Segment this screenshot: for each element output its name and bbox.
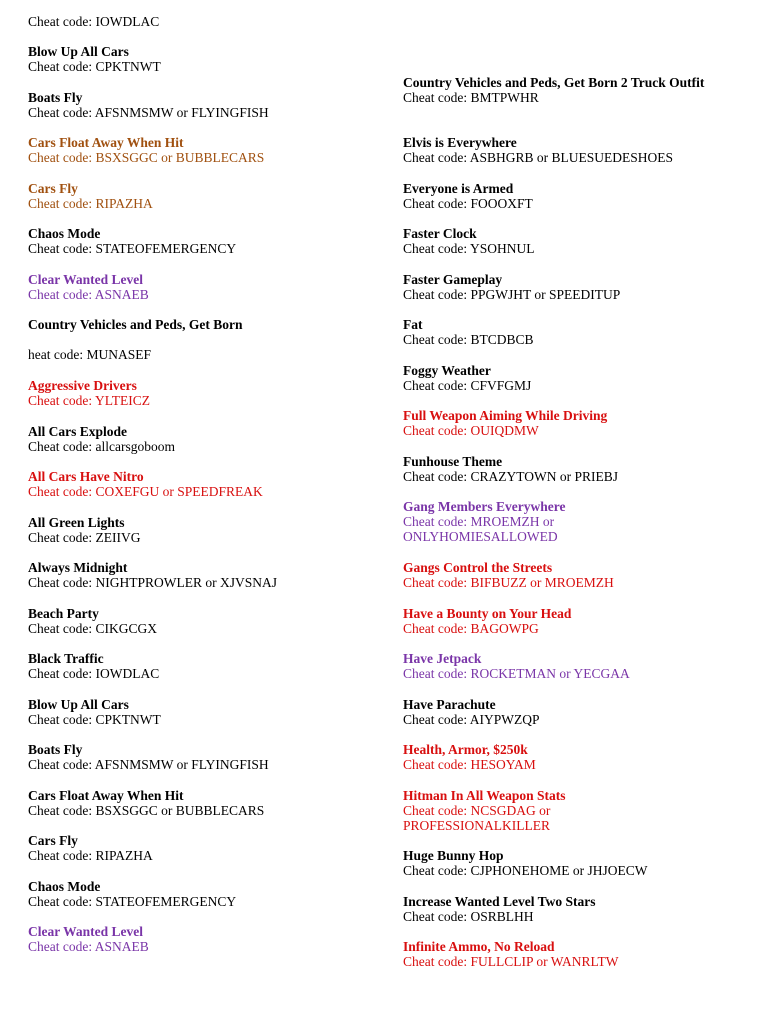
- cheat-code: Cheat code: CJPHONEHOME or JHJOECW: [403, 863, 648, 878]
- cheat-title: Aggressive Drivers: [28, 378, 137, 393]
- cheat-title: Faster Gameplay: [403, 272, 503, 287]
- cheat-code: Cheat code: OSRBLHH: [403, 909, 534, 924]
- cheat-code: Cheat code: RIPAZHA: [28, 848, 153, 863]
- cheat-entry-country-vehicles-and-peds-get-born: [28, 317, 388, 332]
- cheat-code: Cheat code: OUIQDMW: [403, 423, 539, 438]
- cheat-entry-foggy-weather: [403, 363, 748, 393]
- cheat-title: Fat: [403, 317, 423, 332]
- cheat-code: Cheat code: CPKTNWT: [28, 59, 161, 74]
- cheat-title: Chaos Mode: [28, 226, 101, 241]
- cheat-code: Cheat code: COXEFGU or SPEEDFREAK: [28, 484, 263, 499]
- cheat-entry-full-weapon-aiming-while-driving: [403, 408, 748, 438]
- cheat-code: Cheat code: HESOYAM: [403, 757, 536, 772]
- cheat-entry-clear-wanted-level: [28, 924, 388, 954]
- cheat-entry-cars-float-away-when-hit: [28, 135, 388, 165]
- cheat-code: Cheat code: BIFBUZZ or MROEMZH: [403, 575, 614, 590]
- cheat-title: Faster Clock: [403, 226, 477, 241]
- cheat-code: Cheat code: CPKTNWT: [28, 712, 161, 727]
- cheat-entry-cars-fly: [28, 833, 388, 863]
- cheat-title: Country Vehicles and Peds, Get Born: [28, 317, 243, 332]
- cheat-code: Cheat code: YSOHNUL: [403, 241, 535, 256]
- cheat-code-continued: ONLYHOMIESALLOWED: [403, 529, 558, 544]
- cheat-code: Cheat code: ASBHGRB or BLUESUEDESHOES: [403, 150, 673, 165]
- cheat-title: Funhouse Theme: [403, 454, 503, 469]
- cheat-entry-boats-fly: [28, 742, 388, 772]
- cheat-code: Cheat code: IOWDLAC: [28, 666, 160, 681]
- cheat-entry-heat-code-munasef: [28, 347, 388, 362]
- cheat-code: Cheat code: CFVFGMJ: [403, 378, 532, 393]
- cheat-title: Boats Fly: [28, 742, 83, 757]
- cheat-entry-black-traffic: [28, 651, 388, 681]
- cheat-title: Gang Members Everywhere: [403, 499, 566, 514]
- cheat-entry-always-midnight: [28, 560, 388, 590]
- cheat-entry-hitman-in-all-weapon-stats: [403, 788, 748, 833]
- cheat-title: Clear Wanted Level: [28, 272, 143, 287]
- cheat-title: Blow Up All Cars: [28, 697, 129, 712]
- cheat-title: Cars Float Away When Hit: [28, 135, 184, 150]
- cheat-entry-all-cars-explode: [28, 424, 388, 454]
- cheat-entry-everyone-is-armed: [403, 181, 748, 211]
- cheat-title: Cars Float Away When Hit: [28, 788, 184, 803]
- cheat-code: Cheat code: BSXSGGC or BUBBLECARS: [28, 803, 265, 818]
- cheat-title: Everyone is Armed: [403, 181, 514, 196]
- cheat-title: Cars Fly: [28, 833, 78, 848]
- cheat-code: Cheat code: BTCDBCB: [403, 332, 534, 347]
- cheat-entry-country-vehicles-and-peds-get-born-2-truck-outfit: [403, 75, 748, 105]
- cheat-title: Foggy Weather: [403, 363, 491, 378]
- cheat-title: Chaos Mode: [28, 879, 101, 894]
- cheat-title: Black Traffic: [28, 651, 104, 666]
- cheat-entry-infinite-ammo-no-reload: [403, 939, 748, 969]
- cheat-entry-cheat-code-iowdlac: [28, 14, 388, 29]
- cheat-code: Cheat code: BAGOWPG: [403, 621, 539, 636]
- cheat-code: Cheat code: CIKGCGX: [28, 621, 157, 636]
- cheat-title: Infinite Ammo, No Reload: [403, 939, 555, 954]
- cheat-entry-beach-party: [28, 606, 388, 636]
- cheat-code-continued: PROFESSIONALKILLER: [403, 818, 551, 833]
- cheat-entry-chaos-mode: [28, 226, 388, 256]
- cheat-title: Full Weapon Aiming While Driving: [403, 408, 608, 423]
- cheat-code: heat code: MUNASEF: [28, 347, 151, 362]
- cheat-code: Cheat code: BMTPWHR: [403, 90, 539, 105]
- cheat-code: Cheat code: ZEIIVG: [28, 530, 141, 545]
- cheat-entry-gangs-control-the-streets: [403, 560, 748, 590]
- cheat-entry-faster-gameplay: [403, 272, 748, 302]
- cheat-title: Increase Wanted Level Two Stars: [403, 894, 596, 909]
- cheat-code: Cheat code: FOOOXFT: [403, 196, 533, 211]
- cheat-title: All Green Lights: [28, 515, 125, 530]
- cheat-code: Cheat code: YLTEICZ: [28, 393, 150, 408]
- cheat-title: Boats Fly: [28, 90, 83, 105]
- cheat-code: Cheat code: STATEOFEMERGENCY: [28, 241, 237, 256]
- cheat-entry-huge-bunny-hop: [403, 848, 748, 878]
- cheat-entry-have-jetpack: [403, 651, 748, 681]
- cheat-title: Country Vehicles and Peds, Get Born 2 Truck Outfit: [403, 75, 705, 90]
- cheat-entry-boats-fly: [28, 90, 388, 120]
- cheat-entry-elvis-is-everywhere: [403, 135, 748, 165]
- cheat-title: Clear Wanted Level: [28, 924, 143, 939]
- cheat-title: Elvis is Everywhere: [403, 135, 517, 150]
- cheat-entry-clear-wanted-level: [28, 272, 388, 302]
- cheat-entry-blow-up-all-cars: [28, 697, 388, 727]
- cheat-title: All Cars Have Nitro: [28, 469, 144, 484]
- cheat-entry-aggressive-drivers: [28, 378, 388, 408]
- cheat-entry-gang-members-everywhere: [403, 499, 748, 544]
- cheat-code: Cheat code: PPGWJHT or SPEEDITUP: [403, 287, 621, 302]
- cheat-title: Huge Bunny Hop: [403, 848, 504, 863]
- cheat-title: Gangs Control the Streets: [403, 560, 553, 575]
- cheat-code: Cheat code: ASNAEB: [28, 287, 149, 302]
- cheat-title: Have a Bounty on Your Head: [403, 606, 572, 621]
- cheat-entry-have-parachute: [403, 697, 748, 727]
- cheat-entry-chaos-mode: [28, 879, 388, 909]
- cheat-code: Cheat code: AIYPWZQP: [403, 712, 540, 727]
- cheat-code: Cheat code: STATEOFEMERGENCY: [28, 894, 237, 909]
- cheat-title: All Cars Explode: [28, 424, 128, 439]
- cheat-title: Always Midnight: [28, 560, 128, 575]
- cheat-title: Blow Up All Cars: [28, 44, 129, 59]
- cheat-code: Cheat code: RIPAZHA: [28, 196, 153, 211]
- cheat-title: Have Parachute: [403, 697, 496, 712]
- cheat-code: Cheat code: CRAZYTOWN or PRIEBJ: [403, 469, 618, 484]
- cheat-entry-cars-fly: [28, 181, 388, 211]
- cheat-code: Cheat code: AFSNMSMW or FLYINGFISH: [28, 757, 269, 772]
- cheat-code: Cheat code: allcarsgoboom: [28, 439, 175, 454]
- cheat-code: Cheat code: FULLCLIP or WANRLTW: [403, 954, 619, 969]
- cheat-code: Cheat code: IOWDLAC: [28, 14, 160, 29]
- cheat-code: Cheat code: ASNAEB: [28, 939, 149, 954]
- cheat-code: Cheat code: NIGHTPROWLER or XJVSNAJ: [28, 575, 277, 590]
- cheat-entry-have-a-bounty-on-your-head: [403, 606, 748, 636]
- cheat-entry-health-armor-250k: [403, 742, 748, 772]
- cheat-title: Health, Armor, $250k: [403, 742, 528, 757]
- cheat-entry-faster-clock: [403, 226, 748, 256]
- cheat-code: Cheat code: BSXSGGC or BUBBLECARS: [28, 150, 265, 165]
- cheat-entry-fat: [403, 317, 748, 347]
- cheat-entry-all-green-lights: [28, 515, 388, 545]
- cheat-title: Beach Party: [28, 606, 99, 621]
- cheat-code: Cheat code: MROEMZH or: [403, 514, 555, 529]
- cheat-entry-cars-float-away-when-hit: [28, 788, 388, 818]
- cheat-code: Cheat code: AFSNMSMW or FLYINGFISH: [28, 105, 269, 120]
- cheat-code: Cheat code: NCSGDAG or: [403, 803, 551, 818]
- cheat-title: Have Jetpack: [403, 651, 482, 666]
- cheat-entry-all-cars-have-nitro: [28, 469, 388, 499]
- cheat-entry-increase-wanted-level-two-stars: [403, 894, 748, 924]
- cheat-code: Cheat code: ROCKETMAN or YECGAA: [403, 666, 630, 681]
- cheat-entry-funhouse-theme: [403, 454, 748, 484]
- cheat-title: Hitman In All Weapon Stats: [403, 788, 566, 803]
- cheat-title: Cars Fly: [28, 181, 78, 196]
- cheat-entry-blow-up-all-cars: [28, 44, 388, 74]
